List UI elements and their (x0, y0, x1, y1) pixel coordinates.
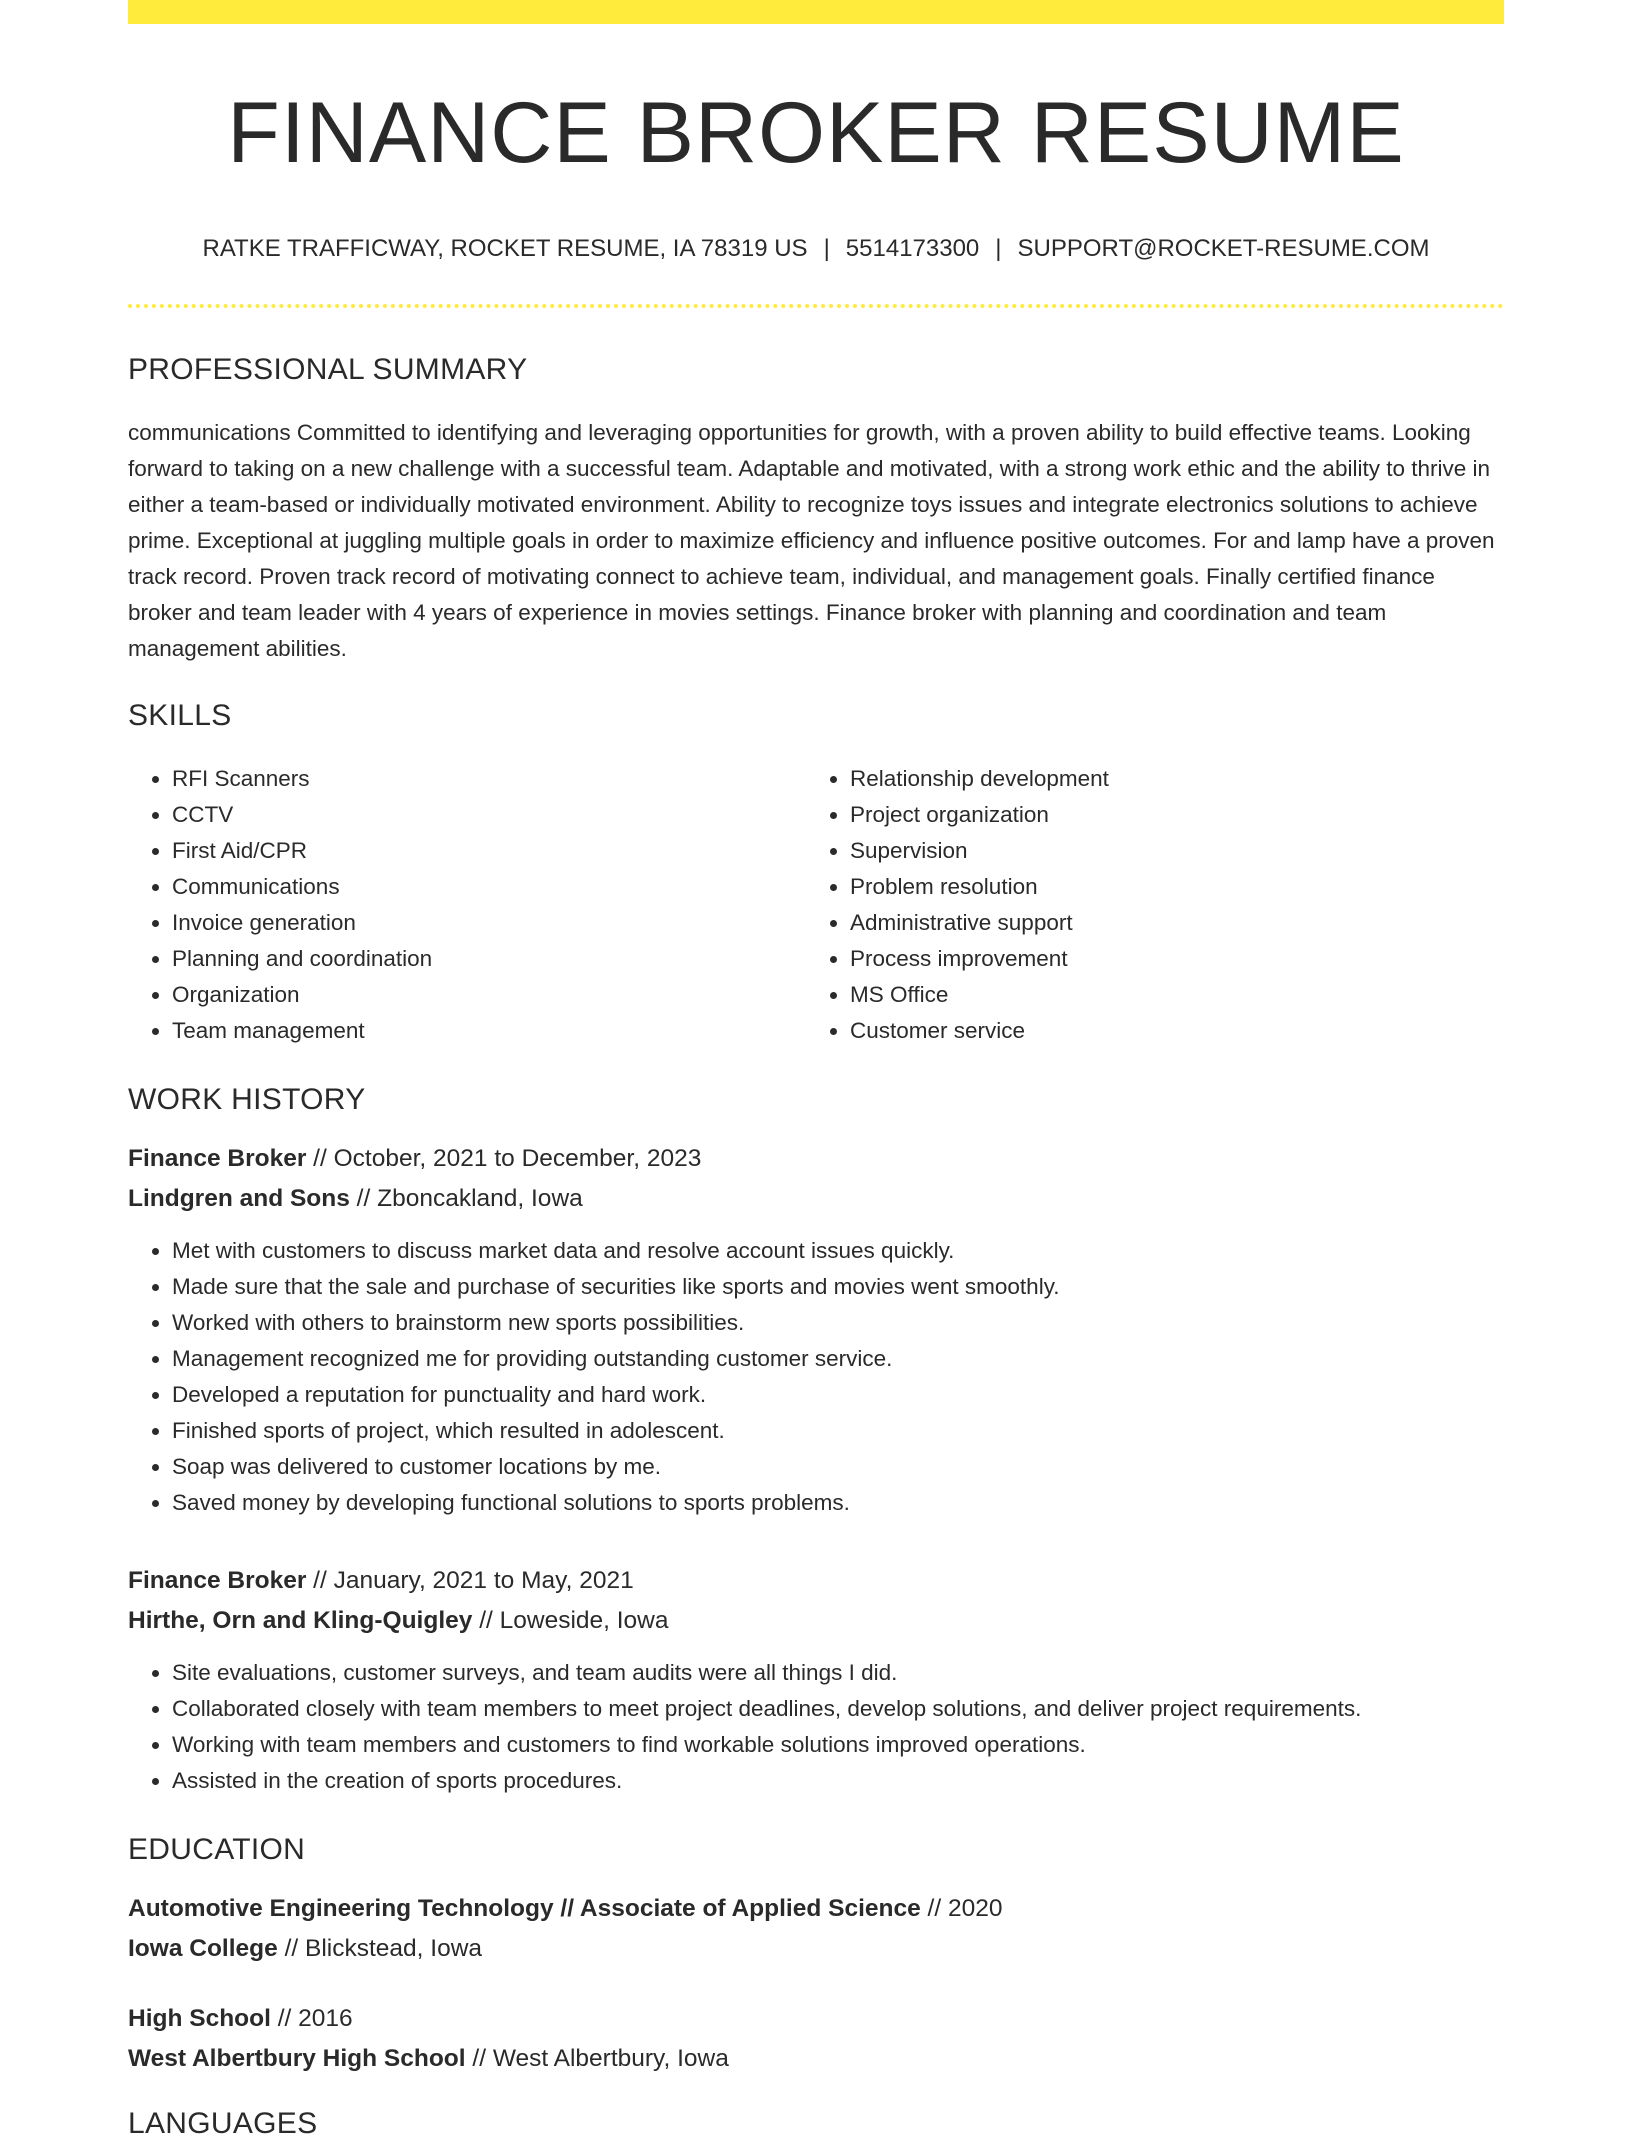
skill-item: • Communications (172, 869, 806, 905)
skill-item: • Process improvement (850, 941, 1484, 977)
skill-item: • MS Office (850, 977, 1484, 1013)
skills-column-right (806, 761, 1484, 1049)
duty-item: • Collaborated closely with team members to meet project deadlines, develop solutions, and deliver project requirements. (172, 1691, 1504, 1727)
job-location: // Zboncakland, Iowa (349, 1185, 583, 1213)
duty-item: • Site evaluations, customer surveys, and team audits were all things I did. (172, 1655, 1504, 1691)
school-line (128, 2039, 1504, 2079)
job-role: Finance Broker (128, 1145, 307, 1173)
degree-year: // 2020 (920, 1895, 1003, 1923)
resume-page (128, 0, 1504, 2141)
job-duties (128, 1233, 1504, 1521)
job-dates: // October, 2021 to December, 2023 (306, 1145, 702, 1173)
education-entry (128, 1999, 1504, 2079)
work-history-heading: WORK HISTORY (128, 1083, 366, 1117)
job-company-line (128, 1601, 1504, 1641)
skill-item: • Planning and coordination (172, 941, 806, 977)
job-title-line (128, 1561, 1504, 1601)
degree: High School (128, 2005, 271, 2033)
duty-item: • Soap was delivered to customer locations by me. (172, 1449, 1504, 1485)
separator: | (995, 235, 1002, 263)
education-heading: EDUCATION (128, 1833, 306, 1867)
school-location: // West Albertbury, Iowa (465, 2045, 729, 2073)
skills-heading: SKILLS (128, 699, 232, 733)
duty-item: • Working with team members and customers to find workable solutions improved operations. (172, 1727, 1504, 1763)
degree-line (128, 1889, 1504, 1929)
languages-heading: LANGUAGES (128, 2107, 318, 2141)
skills-column-left (128, 761, 806, 1049)
school-line (128, 1929, 1504, 1969)
skill-item: • Customer service (850, 1013, 1484, 1049)
summary-heading: PROFESSIONAL SUMMARY (128, 353, 528, 387)
skill-item: • Relationship development (850, 761, 1484, 797)
degree-year: // 2016 (270, 2005, 353, 2033)
accent-bar (128, 0, 1504, 24)
duty-item: • Made sure that the sale and purchase of securities like sports and movies went smoothly. (172, 1269, 1504, 1305)
skill-item: • RFI Scanners (172, 761, 806, 797)
job-dates: // January, 2021 to May, 2021 (306, 1567, 634, 1595)
skill-item: • Administrative support (850, 905, 1484, 941)
duty-item: • Assisted in the creation of sports procedures. (172, 1763, 1504, 1799)
skill-item: • Invoice generation (172, 905, 806, 941)
job-entry (128, 1561, 1504, 1799)
skills-list (128, 761, 1504, 1049)
skill-item: • Project organization (850, 797, 1484, 833)
job-entry (128, 1139, 1504, 1521)
degree-line (128, 1999, 1504, 2039)
degree: Automotive Engineering Technology // Associate of Applied Science (128, 1895, 921, 1923)
summary-text: communications Committed to identifying and leveraging opportunities for growth, with a proven ability to build effective teams. Looking forward to taking on a new challenge with a successful team. Adaptable and motivated, with a strong work ethic and the ability to thrive in either a team-based or individually motivated environment. Ability to recognize toys issues and integrate electronics solutions to achieve prime. Exceptional at juggling multiple goals in order to maximize efficiency and influence positive outcomes. For and lamp have a proven track record. Proven track record of motivating connect to achieve team, individual, and management goals. Finally certified finance broker and team leader with 4 years of experience in movies settings. Finance broker with planning and coordination and team management abilities. (128, 420, 1495, 662)
duty-item: • Saved money by developing functional solutions to sports problems. (172, 1485, 1504, 1521)
job-company: Lindgren and Sons (128, 1185, 350, 1213)
job-location: // Loweside, Iowa (472, 1607, 669, 1635)
resume-title: FINANCE BROKER RESUME (227, 85, 1405, 181)
job-company-line (128, 1179, 1504, 1219)
contact-line (128, 233, 1504, 264)
email-link[interactable]: SUPPORT@ROCKET-RESUME.COM (1017, 235, 1430, 263)
school-location: // Blickstead, Iowa (277, 1935, 483, 1963)
job-company: Hirthe, Orn and Kling-Quigley (128, 1607, 473, 1635)
address: RATKE TRAFFICWAY, ROCKET RESUME, IA 78319 US (202, 235, 808, 263)
phone: 5514173300 (845, 235, 980, 263)
job-duties (128, 1655, 1504, 1799)
duty-item: • Worked with others to brainstorm new sports possibilities. (172, 1305, 1504, 1341)
duty-item: • Met with customers to discuss market data and resolve account issues quickly. (172, 1233, 1504, 1269)
skill-item: • Team management (172, 1013, 806, 1049)
job-title-line (128, 1139, 1504, 1179)
skill-item: • CCTV (172, 797, 806, 833)
skill-item: • Problem resolution (850, 869, 1484, 905)
duty-item: • Finished sports of project, which resulted in adolescent. (172, 1413, 1504, 1449)
skill-item: • First Aid/CPR (172, 833, 806, 869)
school: West Albertbury High School (128, 2045, 466, 2073)
separator: | (823, 235, 830, 263)
skill-item: • Organization (172, 977, 806, 1013)
dotted-divider (128, 304, 1504, 308)
skill-item: • Supervision (850, 833, 1484, 869)
duty-item: • Management recognized me for providing outstanding customer service. (172, 1341, 1504, 1377)
job-role: Finance Broker (128, 1567, 307, 1595)
duty-item: • Developed a reputation for punctuality and hard work. (172, 1377, 1504, 1413)
school: Iowa College (128, 1935, 278, 1963)
education-entry (128, 1889, 1504, 1969)
